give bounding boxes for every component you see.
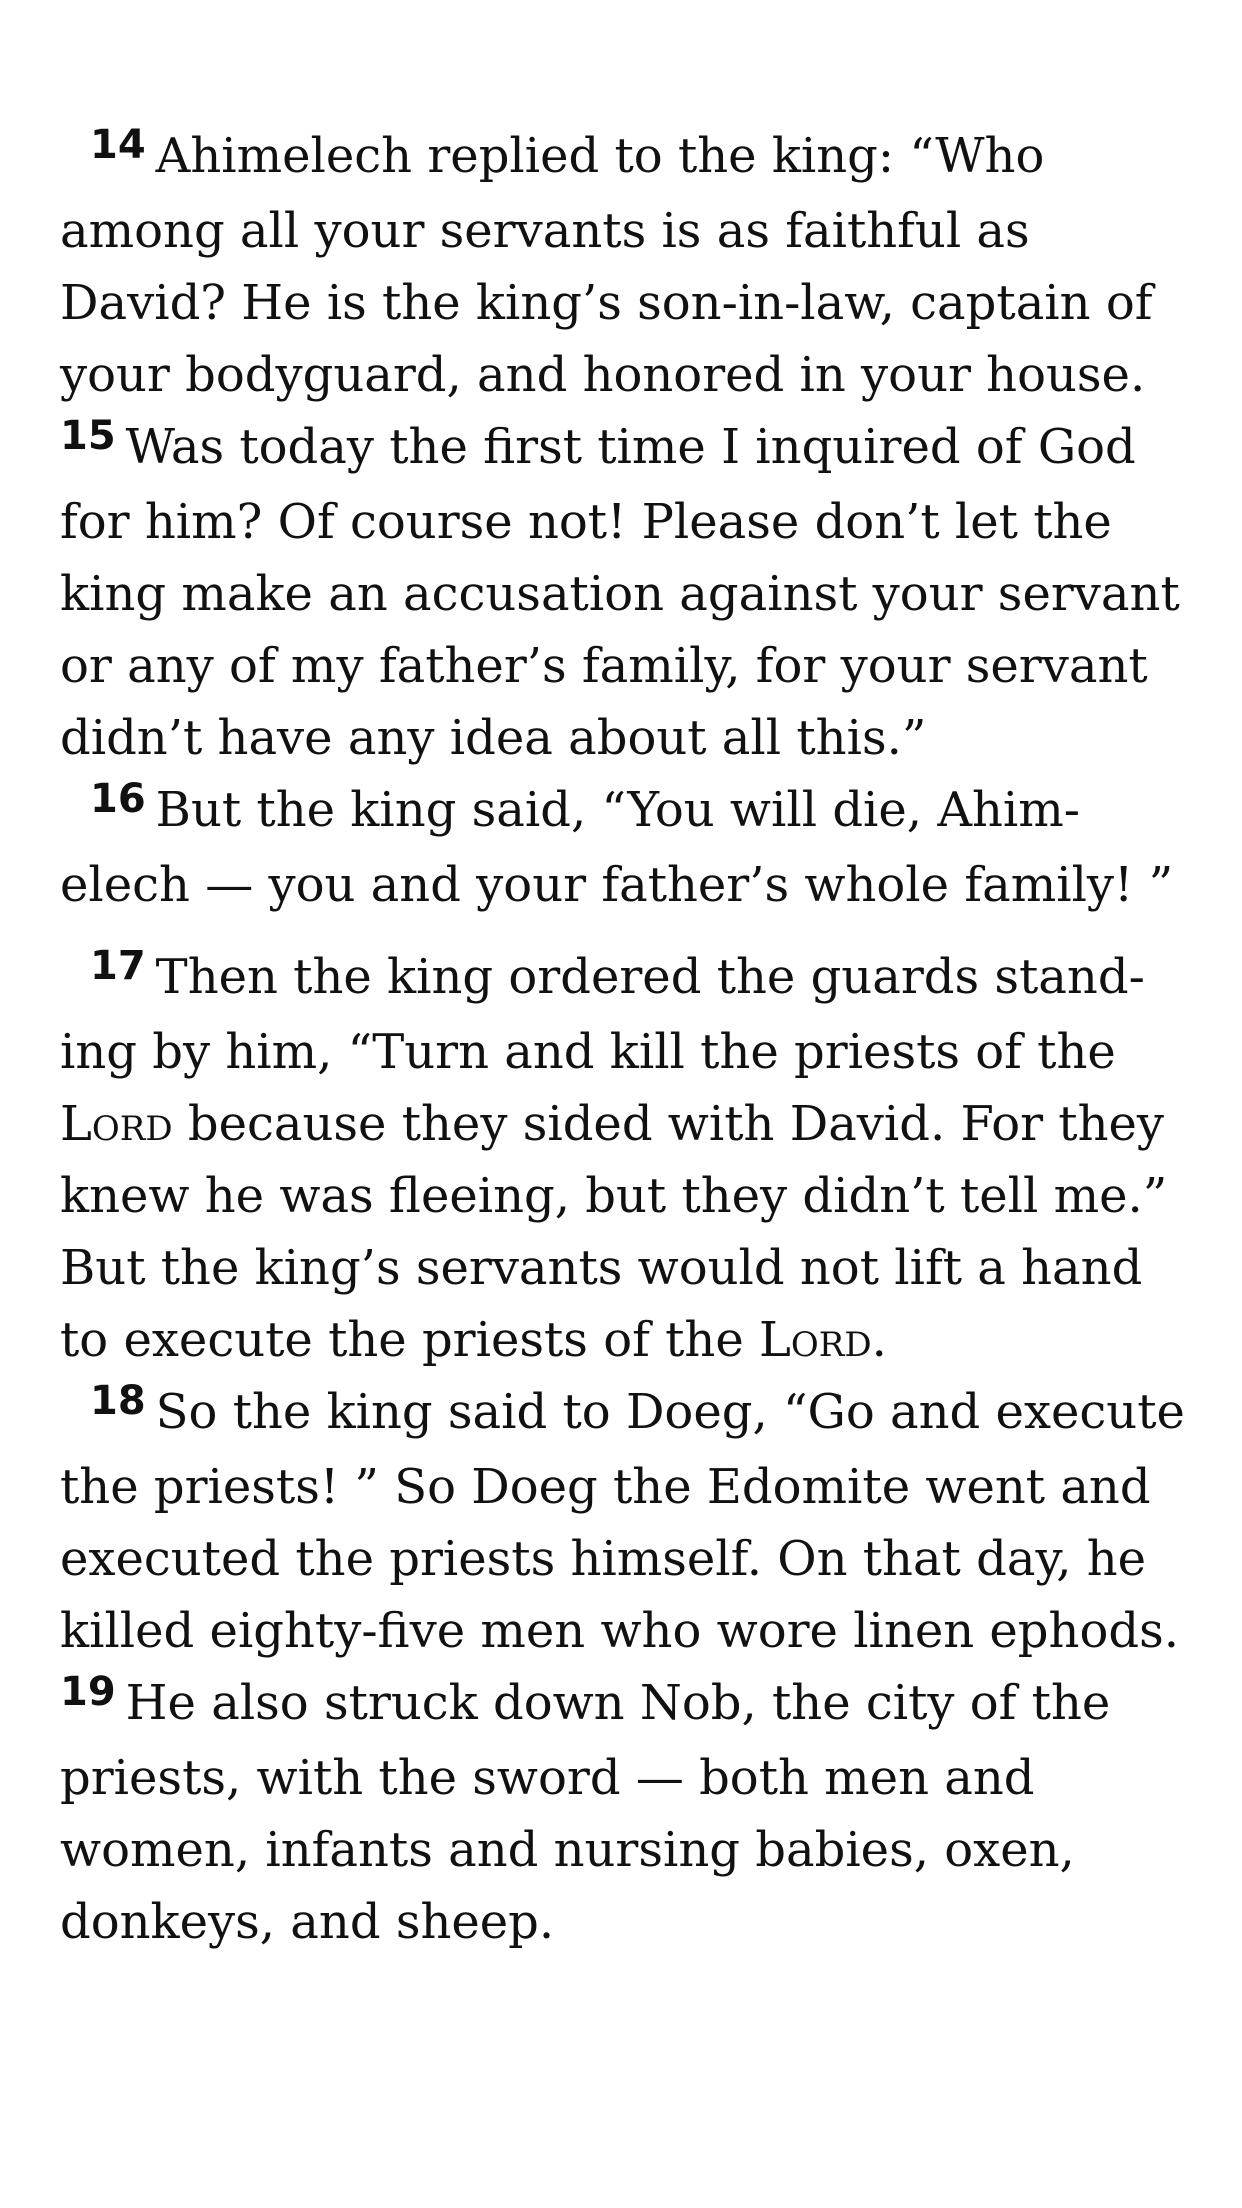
verse-number-18[interactable]: 18: [90, 1378, 146, 1424]
reading-pane: [60, 120, 1190, 1958]
verse-text-14: Ahimelech replied to the king: “Who among all your servants is as faithful as David? He is the king’s son-in-law, captain of your bodyguard, and honored in your house.: [60, 128, 1153, 403]
divine-name-lord: Lord: [60, 1096, 173, 1152]
divine-name-lord: Lord: [758, 1312, 872, 1368]
verse-number-17[interactable]: 17: [90, 943, 146, 989]
verse-number-14[interactable]: 14: [90, 122, 146, 168]
paragraph-v16: [60, 774, 1190, 921]
verse-text-16: But the king said, “You will die, Ahim-elech — you and your father’s whole family! ”: [60, 782, 1174, 913]
verse-number-16[interactable]: 16: [90, 776, 146, 822]
verse-text-17-part-a: Then the king ordered the guards stand-ing by him, “Turn and kill the priests of the: [60, 949, 1145, 1080]
verse-text-18: So the king said to Doeg, “Go and execute the priests! ” So Doeg the Edomite went and executed the priests himself. On that day, he killed eighty-five men who wore linen ephods.: [60, 1384, 1185, 1659]
verse-number-15[interactable]: 15: [60, 413, 116, 459]
paragraph-v18-19: [60, 1376, 1190, 1958]
verse-text-15: Was today the first time I inquired of God for him? Of course not! Please don’t let the king make an accusation against your servant or any of my father’s family, for your servant didn’t have any idea about all this.”: [60, 419, 1180, 766]
verse-text-17-part-c: .: [871, 1312, 887, 1368]
verse-number-19[interactable]: 19: [60, 1669, 116, 1715]
verse-text-17-part-b: because they sided with David. For they knew he was fleeing, but they didn’t tell me.” But the king’s servants would not lift a hand to execute the priests of the: [60, 1096, 1168, 1368]
verse-text-19: He also struck down Nob, the city of the priests, with the sword — both men and women, infants and nursing babies, oxen, donkeys, and sheep.: [60, 1675, 1111, 1950]
paragraph-v14-15: [60, 120, 1190, 774]
paragraph-v17: [60, 941, 1190, 1376]
